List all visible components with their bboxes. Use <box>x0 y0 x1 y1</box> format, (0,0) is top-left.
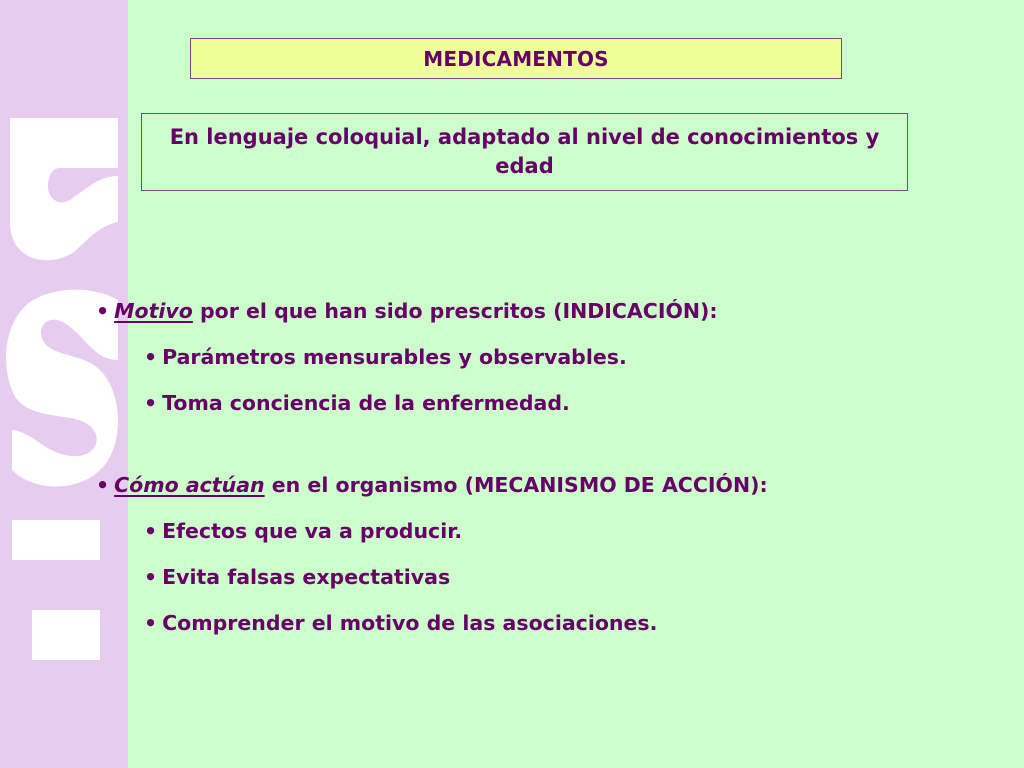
bullet-icon: • <box>144 345 158 369</box>
sub-bullet-text: Evita falsas expectativas <box>162 565 451 589</box>
slide-content <box>96 292 996 650</box>
sub-bullet-item <box>96 604 996 650</box>
sub-bullet-item <box>96 384 996 430</box>
bullet-text: en el organismo (MECANISMO DE ACCIÓN): <box>264 473 768 497</box>
bullet-keyword: Motivo <box>114 299 193 323</box>
bullet-icon: • <box>144 391 158 415</box>
bullet-keyword: Cómo actúan <box>114 473 265 497</box>
sub-bullet-item <box>96 512 996 558</box>
sub-bullet-item <box>96 338 996 384</box>
bullet-icon: • <box>96 473 110 497</box>
sub-bullet-text: Efectos que va a producir. <box>162 519 463 543</box>
slide-title-text: MEDICAMENTOS <box>423 46 609 71</box>
bullet-icon: • <box>144 611 158 635</box>
bullet-item <box>96 466 996 512</box>
sub-bullet-item <box>96 558 996 604</box>
bullet-icon: • <box>144 565 158 589</box>
slide-subtitle <box>141 113 908 191</box>
sub-bullet-text: Toma conciencia de la enfermedad. <box>162 391 570 415</box>
slide-subtitle-text: En lenguaje coloquial, adaptado al nivel de conocimientos y edad <box>169 125 880 178</box>
slide-title <box>190 38 842 79</box>
bullet-item <box>96 292 996 338</box>
bullet-group-indication <box>96 292 996 430</box>
sub-bullet-text: Parámetros mensurables y observables. <box>162 345 627 369</box>
bullet-text: por el que han sido prescritos (INDICACIÓN): <box>192 299 718 323</box>
sub-bullet-text: Comprender el motivo de las asociaciones. <box>162 611 658 635</box>
bullet-group-mechanism <box>96 466 996 650</box>
bullet-icon: • <box>144 519 158 543</box>
bullet-icon: • <box>96 299 110 323</box>
